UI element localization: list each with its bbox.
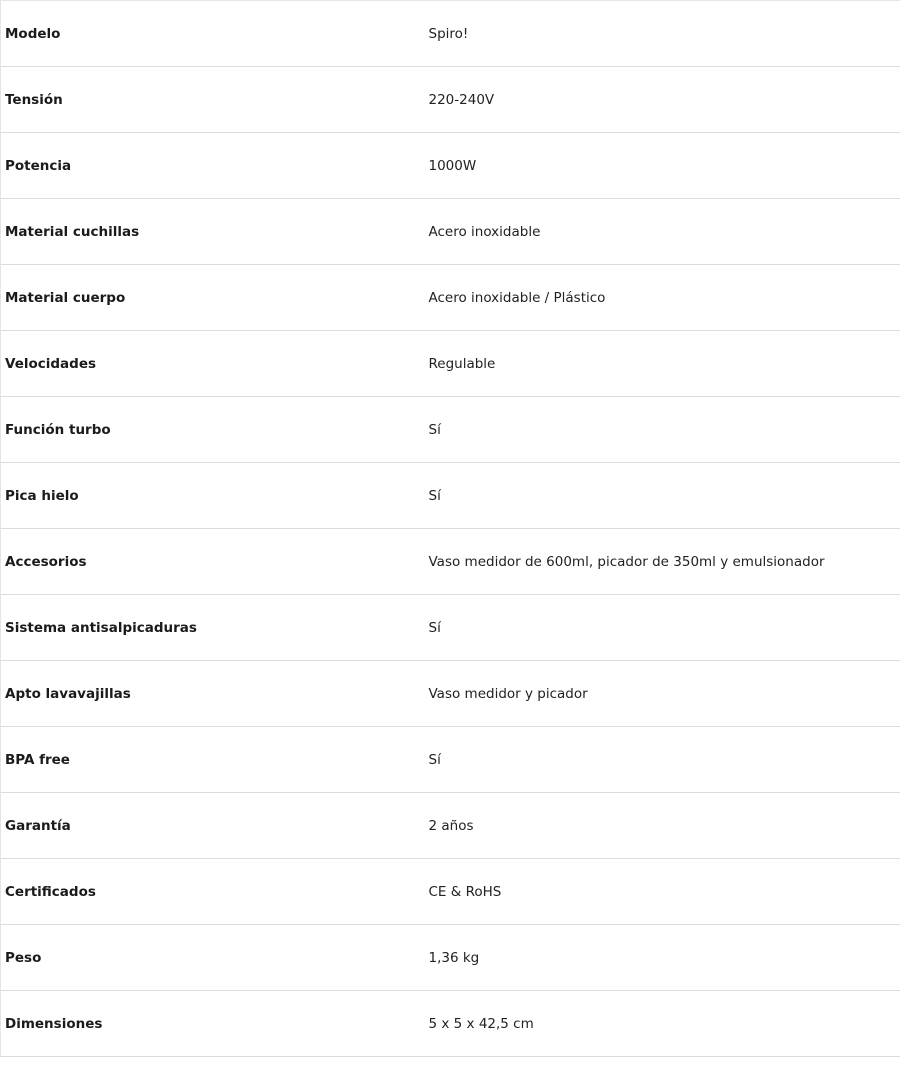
- spec-row-modelo: [1, 1, 900, 67]
- spec-label: Modelo: [1, 1, 425, 67]
- spec-row-dimensiones: [1, 991, 900, 1057]
- spec-row-material-cuerpo: [1, 265, 900, 331]
- spec-row-peso: [1, 925, 900, 991]
- spec-row-tension: [1, 67, 900, 133]
- spec-value: CE & RoHS: [425, 859, 900, 925]
- spec-label: Tensión: [1, 67, 425, 133]
- spec-row-pica-hielo: [1, 463, 900, 529]
- spec-value: Vaso medidor de 600ml, picador de 350ml y emulsionador: [425, 529, 900, 595]
- spec-value: 220-240V: [425, 67, 900, 133]
- spec-label: BPA free: [1, 727, 425, 793]
- spec-row-bpa-free: [1, 727, 900, 793]
- spec-value: 1000W: [425, 133, 900, 199]
- spec-label: Material cuchillas: [1, 199, 425, 265]
- spec-value: Sí: [425, 727, 900, 793]
- spec-label: Garantía: [1, 793, 425, 859]
- spec-value: 1,36 kg: [425, 925, 900, 991]
- spec-label: Sistema antisalpicaduras: [1, 595, 425, 661]
- spec-label: Material cuerpo: [1, 265, 425, 331]
- spec-label: Velocidades: [1, 331, 425, 397]
- spec-label: Pica hielo: [1, 463, 425, 529]
- spec-row-accesorios: [1, 529, 900, 595]
- spec-label: Función turbo: [1, 397, 425, 463]
- spec-value: 5 x 5 x 42,5 cm: [425, 991, 900, 1057]
- spec-row-garantia: [1, 793, 900, 859]
- spec-row-material-cuchillas: [1, 199, 900, 265]
- spec-value: Acero inoxidable / Plástico: [425, 265, 900, 331]
- spec-label: Apto lavavajillas: [1, 661, 425, 727]
- spec-label: Potencia: [1, 133, 425, 199]
- spec-value: Acero inoxidable: [425, 199, 900, 265]
- spec-value: Sí: [425, 397, 900, 463]
- spec-row-apto-lavavajillas: [1, 661, 900, 727]
- spec-row-potencia: [1, 133, 900, 199]
- spec-value: Vaso medidor y picador: [425, 661, 900, 727]
- spec-row-certificados: [1, 859, 900, 925]
- spec-row-velocidades: [1, 331, 900, 397]
- spec-value: 2 años: [425, 793, 900, 859]
- spec-value: Regulable: [425, 331, 900, 397]
- spec-row-funcion-turbo: [1, 397, 900, 463]
- spec-label: Peso: [1, 925, 425, 991]
- spec-label: Accesorios: [1, 529, 425, 595]
- spec-row-sistema-antisalpicaduras: [1, 595, 900, 661]
- spec-value: Spiro!: [425, 1, 900, 67]
- spec-label: Dimensiones: [1, 991, 425, 1057]
- spec-label: Certificados: [1, 859, 425, 925]
- spec-value: Sí: [425, 595, 900, 661]
- spec-value: Sí: [425, 463, 900, 529]
